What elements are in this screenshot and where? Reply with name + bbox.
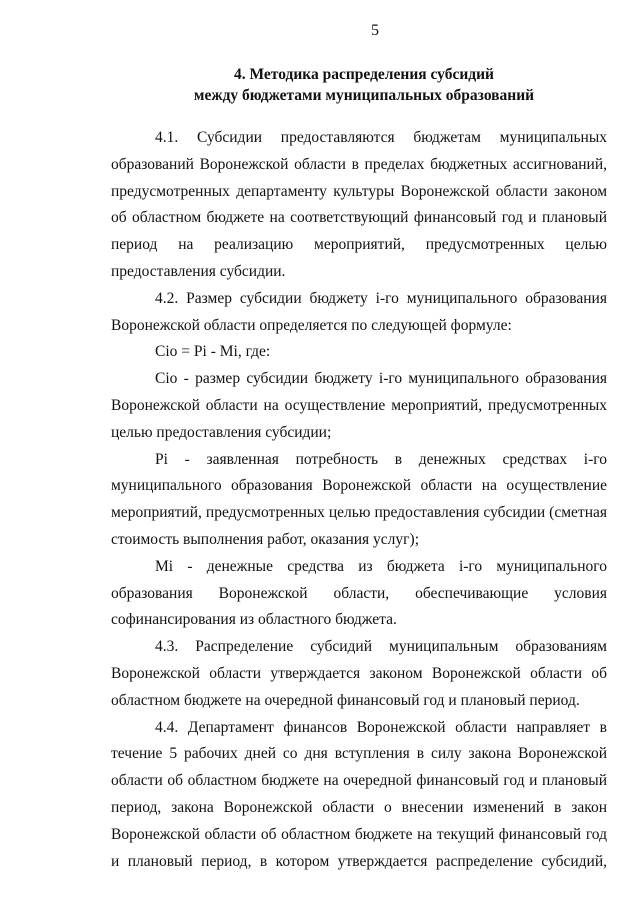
formula: Ciо = Pi - Mi, где: [155,343,271,361]
paragraph-4-2: 4.2. Размер субсидии бюджету і-го муниципального образования Воронежской области определяется по следующей формуле: [111,289,607,334]
definition-cio: Ciо - размер субсидии бюджету і-го муниципального образования Воронежской области на осуществление мероприятий, предусмотренных целью предоставления субсидии; [111,370,607,441]
section-heading-line-2: между бюджетами муниципальных образований [193,87,535,104]
paragraph-4-4: 4.4. Департамент финансов Воронежской области направляет в течение 5 рабочих дней со дня вступления в силу закона Воронежской области об областном бюджете на очередной финансовый год и плановый период, закона Воронежской области о внесении изменений в закон Воронежской области об областном бюджете на текущий финансовый год и плановый период, в котором утверждается распределение субсидий, [111,718,607,870]
section-heading [110,64,618,106]
document-body [111,125,607,875]
definition-pi: Pi - заявленная потребность в денежных средствах і-го муниципального образования Воронежской области на осуществление мероприятий, предусмотренных целью предоставления субсидии (сметная стоимость выполнения работ, оказания услуг); [111,450,607,548]
paragraph-4-1: 4.1. Субсидии предоставляются бюджетам муниципальных образований Воронежской области в пределах бюджетных ассигнований, предусмотренных департаменту культуры Воронежской области законом об областном бюджете на соответствующий финансовый год и плановый период на реализацию мероприятий, предусмотренных целью предоставления субсидии. [111,129,607,280]
definition-mi: Mi - денежные средства из бюджета і-го муниципального образования Воронежской области, обеспечивающие условия софинансирования из областного бюджета. [111,557,607,629]
page-number: 5 [371,22,379,39]
section-heading-line-1: 4. Методика распределения субсидий [234,66,494,83]
paragraph-4-3: 4.3. Распределение субсидий муниципальным образованиям Воронежской области утверждается законом Воронежской области об областном бюджете на очередной финансовый год и плановый период. [111,638,607,709]
